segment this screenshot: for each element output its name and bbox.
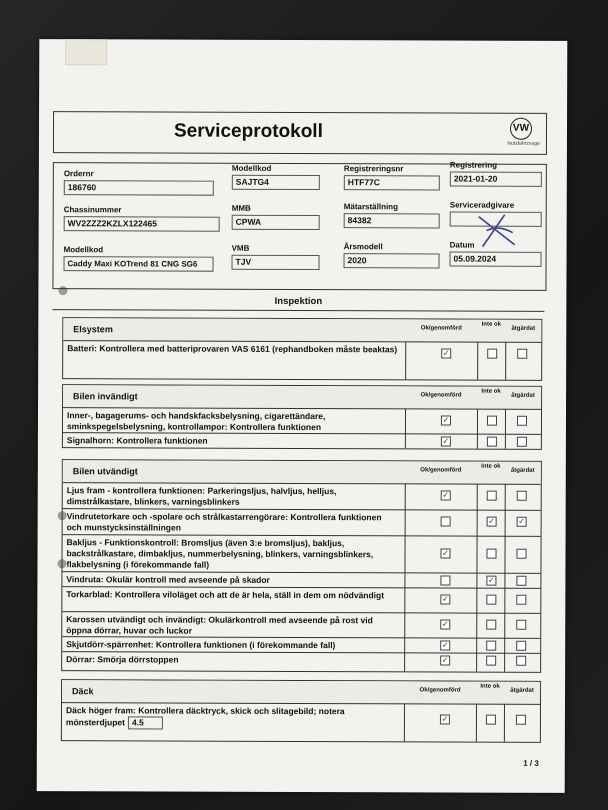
checkbox-atgardat[interactable]	[516, 576, 526, 586]
field-label: Modellkod	[63, 245, 104, 255]
row-text: Bakljus - Funktionskontroll: Bromsljus (även 3:e bromsljus), bakljus, backstrålkastare, dimbakljus, nummerbelysning, blinkers, varningsblinkers, flakbelysning (i förekommande fall)	[66, 537, 374, 570]
table-row	[62, 703, 540, 741]
table-row	[63, 433, 541, 449]
field-label: Chassinummer	[63, 205, 122, 215]
column-atgardat: åtgärdat	[510, 687, 534, 694]
field-arsmodell	[344, 242, 440, 268]
field-registrering	[450, 161, 542, 187]
table-row	[62, 572, 540, 589]
field-value: TJV	[232, 255, 320, 270]
checkbox-inte-ok[interactable]	[486, 715, 496, 725]
page-title: Serviceprotokoll	[173, 120, 323, 143]
field-label: VMB	[231, 243, 250, 253]
field-value: 2020	[344, 253, 440, 268]
row-text	[66, 705, 398, 730]
field-label: Registreringsnr	[343, 164, 404, 174]
field-modellkod-text	[64, 245, 214, 272]
field-value: 84382	[344, 213, 440, 228]
checkbox-ok[interactable]	[441, 516, 451, 526]
section-name: Elsystem	[73, 324, 113, 335]
table-row	[62, 652, 540, 668]
checkbox-inte-ok[interactable]	[487, 491, 497, 501]
column-inte-ok: Inte ok	[481, 463, 501, 470]
table-row	[62, 612, 540, 639]
column-ok: Ok/genomförd	[419, 687, 461, 694]
table-row	[63, 509, 541, 537]
field-label: Datum	[449, 240, 475, 250]
field-label: Modellkod	[231, 163, 272, 173]
checkbox-atgardat[interactable]	[516, 620, 526, 630]
section-dack	[61, 679, 541, 743]
row-text-content: Däck höger fram: Kontrollera däcktryck, skick och slitagebild; notera mönsterdjupet	[65, 705, 345, 728]
table-row	[62, 587, 540, 614]
row-text: Karossen utvändigt och invändigt: Okulärkontroll med avseende på rost vid öppna dörrar, huvar och luckor	[66, 614, 373, 636]
title-box	[53, 111, 547, 155]
checkbox-atgardat[interactable]	[516, 595, 526, 605]
field-chassinummer	[64, 205, 220, 232]
column-inte-ok: Inte ok	[480, 683, 500, 690]
table-row	[63, 483, 541, 511]
section-name: Bilen invändigt	[73, 391, 138, 402]
checkbox-inte-ok[interactable]	[486, 595, 496, 605]
column-atgardat: åtgärdat	[511, 392, 535, 399]
row-text: Batteri: Kontrollera med batteriprovaren VAS 6161 (rephandboken måste beaktas)	[67, 343, 398, 355]
column-atgardat: åtgärdat	[511, 325, 536, 332]
checkbox-inte-ok[interactable]	[486, 620, 496, 630]
row-text: Ljus fram - kontrollera funktionen: Parkeringsljus, halvljus, helljus, dimstrålkastare, blinkers, varningsblinkers	[66, 485, 337, 507]
field-value: 05.09.2024	[450, 252, 542, 267]
checkbox-ok[interactable]: ✓	[441, 714, 449, 724]
field-matarstallning	[344, 202, 440, 228]
field-mmb	[232, 204, 320, 230]
field-label: Årsmodell	[343, 242, 383, 252]
row-text: Skjutdörr-spärrenhet: Kontrollera funktionen (i förekommande fall)	[66, 639, 336, 651]
checkbox-ok[interactable]	[440, 575, 450, 585]
field-value: Caddy Maxi KOTrend 81 CNG SG6	[64, 256, 214, 272]
checkbox-ok[interactable]: ✓	[441, 640, 449, 650]
checkbox-ok[interactable]: ✓	[442, 415, 450, 425]
row-text: Vindruta: Okulär kontroll med avseende på skador	[66, 574, 270, 585]
row-text: Inner-, bagagerums- och handskfacksbelysning, cigarettändare, sminkspegelsbelysning, kontrollampor: Kontrollera funktionen	[66, 410, 326, 433]
checkbox-ok[interactable]: ✓	[442, 436, 450, 446]
checkbox-atgardat[interactable]	[517, 491, 527, 501]
checkbox-ok[interactable]: ✓	[442, 490, 450, 500]
checkbox-inte-ok[interactable]	[486, 656, 496, 666]
field-value: HTF77C	[344, 175, 440, 190]
table-row	[62, 637, 540, 654]
field-label: Mätarställning	[343, 202, 398, 212]
page-number: 1 / 3	[523, 758, 539, 768]
vw-logo-icon: VW	[510, 118, 532, 140]
row-text: Dörrar: Smörja dörrstoppen	[66, 654, 179, 665]
checkbox-ok[interactable]: ✓	[441, 655, 449, 665]
checkbox-atgardat[interactable]	[517, 416, 527, 426]
field-value: CPWA	[232, 215, 320, 230]
column-inte-ok: Inte ok	[481, 321, 502, 328]
checkbox-atgardat[interactable]	[517, 437, 527, 447]
checkbox-ok[interactable]: ✓	[441, 594, 449, 604]
row-text: Torkarblad: Kontrollera viloläget och att de är hela, ställ in dem om nödvändigt	[66, 589, 385, 601]
section-bilen-utvandigt	[61, 459, 542, 673]
column-ok: Ok/genomförd	[420, 392, 462, 399]
field-label: MMB	[231, 203, 251, 213]
checkbox-ok[interactable]: ✓	[442, 548, 449, 558]
table-row	[62, 535, 540, 574]
field-label: Registrering	[449, 160, 498, 170]
row-text: Signalhorn: Kontrollera funktionen	[66, 435, 208, 446]
field-label: Serviceradgivare	[449, 200, 515, 210]
row-text: Vindrutetorkare och -spolare och strålkastarrengörare: Kontrollera funktionen och munstycksinställningen	[66, 511, 382, 533]
document-page	[37, 39, 568, 793]
checkbox-atgardat[interactable]	[517, 349, 527, 359]
checkbox-atgardat[interactable]	[517, 549, 527, 559]
field-value: 186760	[64, 180, 214, 196]
section-header	[63, 318, 541, 343]
section-bilen-invandigt	[62, 384, 542, 450]
checkbox-inte-ok[interactable]	[486, 641, 496, 651]
checkbox-ok[interactable]: ✓	[442, 348, 450, 358]
section-name: Däck	[72, 686, 94, 697]
section-header	[63, 460, 541, 485]
column-atgardat: åtgärdat	[510, 467, 535, 474]
checkbox-inte-ok[interactable]	[487, 437, 497, 447]
checkbox-inte-ok[interactable]: ✓	[488, 516, 495, 526]
table-row	[63, 341, 541, 379]
brand-subtitle: Nutzfahrzeuge	[507, 140, 540, 147]
vehicle-info	[52, 162, 546, 291]
tread-depth-value: 4.5	[128, 716, 163, 729]
checkbox-atgardat[interactable]	[516, 641, 526, 651]
field-registreringsnr	[344, 164, 440, 190]
checkbox-inte-ok[interactable]	[487, 416, 497, 426]
field-value: SAJTG4	[232, 175, 320, 190]
section-name: Bilen utvändigt	[72, 466, 138, 477]
checkbox-inte-ok[interactable]	[487, 349, 497, 359]
field-vmb	[232, 244, 320, 270]
tape-piece	[65, 39, 107, 65]
checkbox-ok[interactable]: ✓	[441, 619, 449, 629]
column-ok: Ok/genomförd	[420, 467, 462, 474]
field-label: Ordernr	[63, 169, 94, 179]
field-value: WV2ZZZ2KZLX122465	[64, 216, 220, 232]
handwritten-signature	[475, 211, 525, 251]
section-header	[62, 680, 540, 705]
section-title: Inspektion	[52, 295, 544, 312]
checkbox-atgardat[interactable]	[516, 656, 526, 666]
checkbox-inte-ok[interactable]: ✓	[488, 575, 495, 585]
field-modellkod	[232, 164, 320, 190]
section-elsystem	[62, 317, 542, 381]
column-ok: Ok/genomförd	[420, 325, 462, 332]
field-value: 2021-01-20	[450, 172, 542, 187]
field-ordernr	[64, 169, 214, 196]
checkbox-atgardat[interactable]	[516, 715, 526, 725]
column-inte-ok: Inte ok	[481, 388, 501, 395]
checkbox-inte-ok[interactable]	[487, 549, 497, 559]
table-row	[63, 408, 541, 435]
section-header	[63, 385, 541, 410]
checkbox-atgardat[interactable]: ✓	[518, 516, 525, 526]
